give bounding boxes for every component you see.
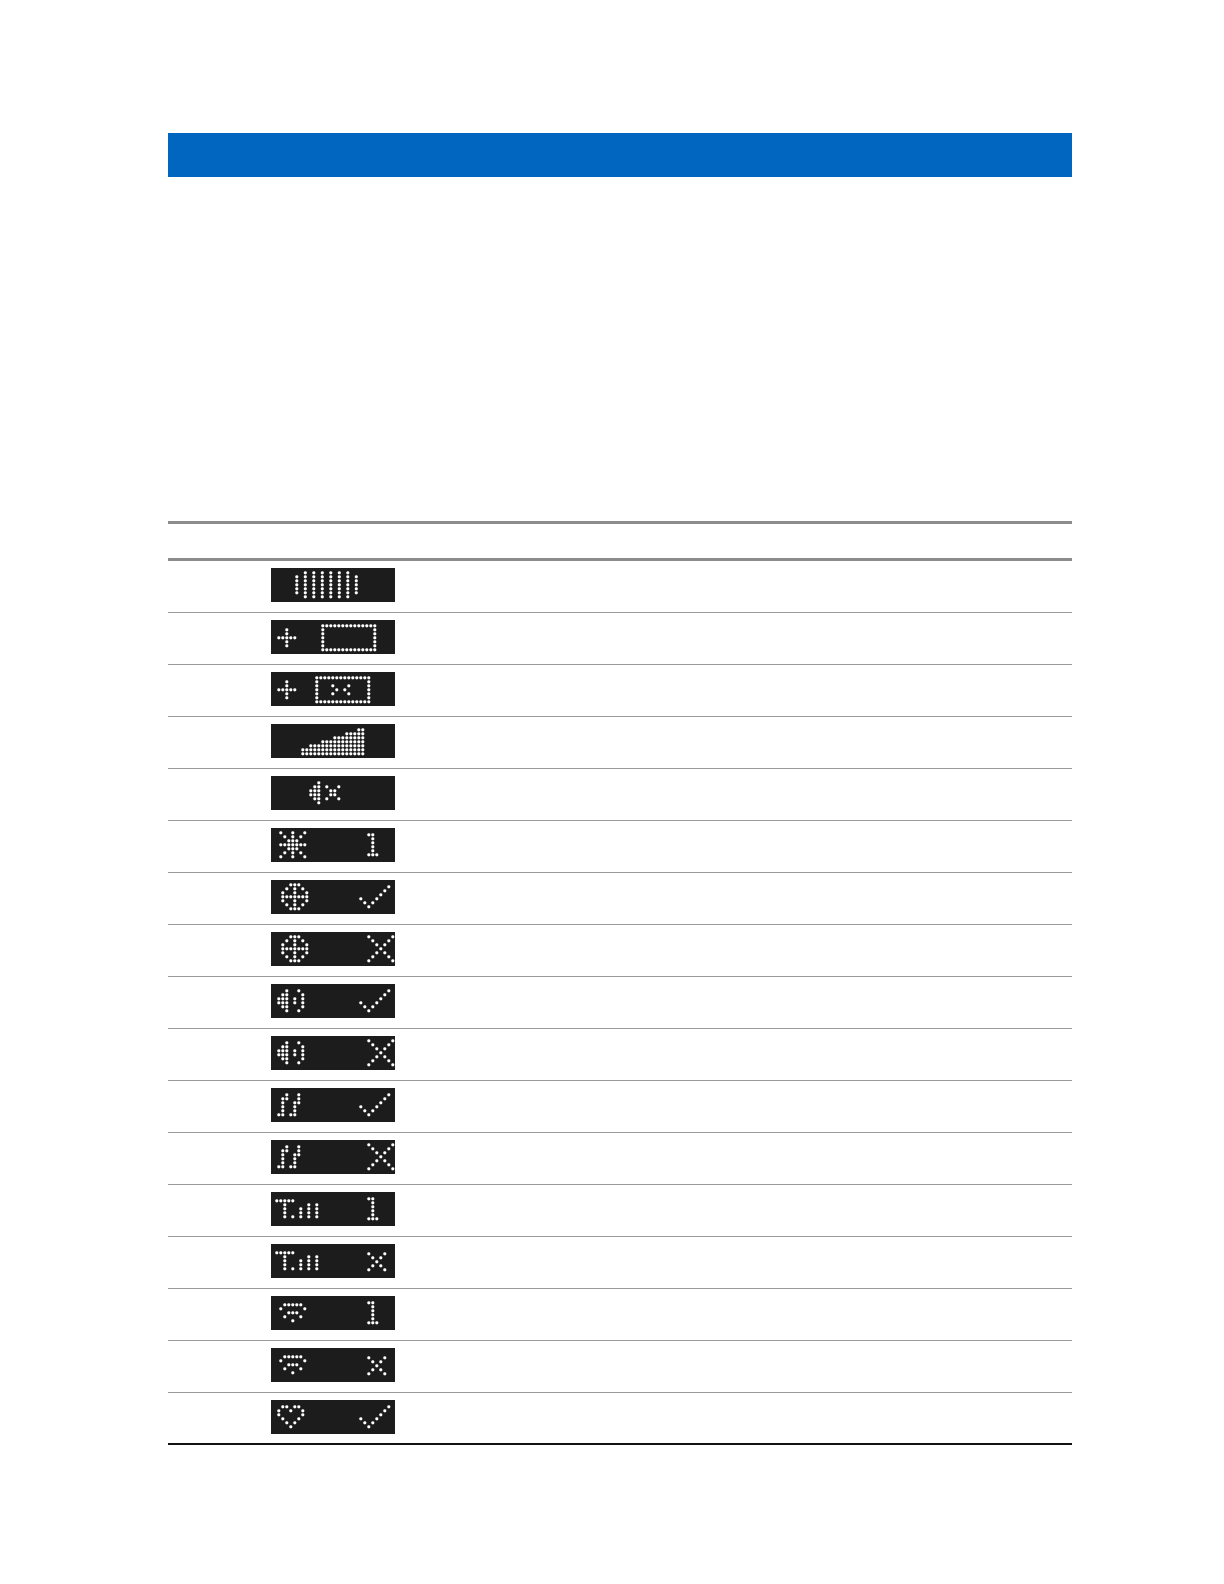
audio-success-icon	[271, 984, 395, 1018]
table-row	[168, 613, 1072, 665]
battery-full-icon	[271, 568, 395, 602]
table-row	[168, 769, 1072, 821]
icon-table	[168, 561, 1072, 1445]
table-row	[168, 1341, 1072, 1393]
signal-count-icon	[271, 1192, 395, 1226]
pairing-failed-icon	[271, 932, 395, 966]
table-top-rule	[168, 521, 1072, 524]
table-row	[168, 1393, 1072, 1445]
table-row	[168, 1081, 1072, 1133]
signal-off-icon	[271, 1244, 395, 1278]
charging-battery-error-icon	[271, 672, 395, 706]
table-row	[168, 1029, 1072, 1081]
music-failed-icon	[271, 1140, 395, 1174]
volume-level-icon	[271, 724, 395, 758]
table-row	[168, 1289, 1072, 1341]
wifi-count-icon	[271, 1296, 395, 1330]
table-row	[168, 665, 1072, 717]
heart-success-icon	[271, 1400, 395, 1434]
table-row	[168, 561, 1072, 613]
table-row	[168, 873, 1072, 925]
header-bar	[168, 133, 1072, 177]
wifi-off-icon	[271, 1348, 395, 1382]
table-row	[168, 1133, 1072, 1185]
bluetooth-count-icon	[271, 828, 395, 862]
audio-failed-icon	[271, 1036, 395, 1070]
table-row	[168, 717, 1072, 769]
table-row	[168, 1185, 1072, 1237]
pairing-success-icon	[271, 880, 395, 914]
music-success-icon	[271, 1088, 395, 1122]
speaker-muted-icon	[271, 776, 395, 810]
charging-battery-empty-icon	[271, 620, 395, 654]
table-row	[168, 821, 1072, 873]
table-row	[168, 925, 1072, 977]
table-row	[168, 977, 1072, 1029]
table-row	[168, 1237, 1072, 1289]
